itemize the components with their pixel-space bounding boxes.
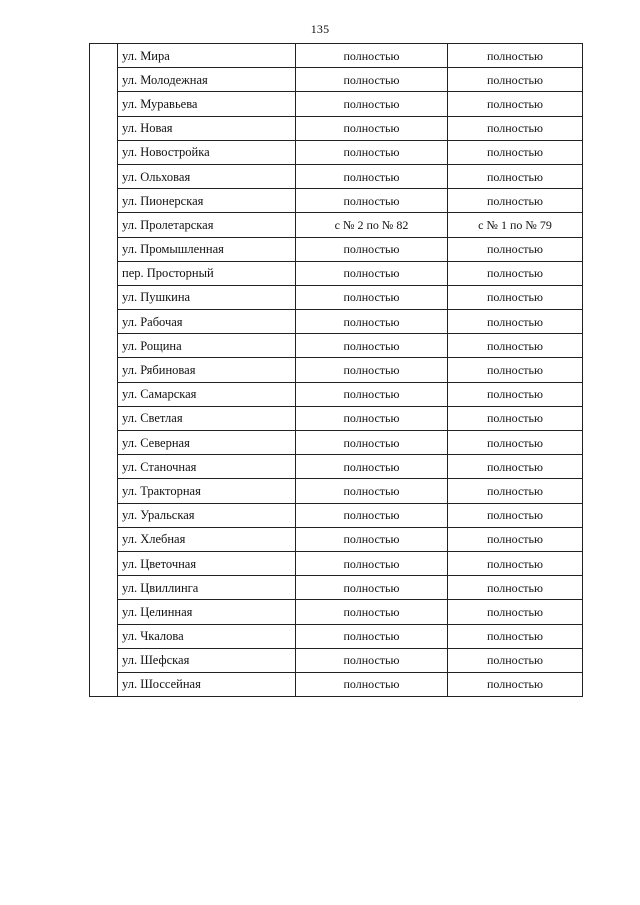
table-row [90, 213, 583, 237]
even-houses-cell: с № 2 по № 82 [296, 213, 448, 237]
odd-houses-cell: полностью [448, 576, 583, 600]
even-houses-cell: полностью [296, 261, 448, 285]
table-row [90, 382, 583, 406]
odd-houses-cell: полностью [448, 68, 583, 92]
odd-houses-cell: полностью [448, 310, 583, 334]
table-row [90, 164, 583, 188]
street-name-cell: ул. Муравьева [118, 92, 296, 116]
street-name-cell: ул. Станочная [118, 455, 296, 479]
streets-table-body [90, 44, 583, 697]
even-houses-cell: полностью [296, 576, 448, 600]
street-name-cell: ул. Мира [118, 44, 296, 68]
street-name-cell: ул. Самарская [118, 382, 296, 406]
table-row [90, 406, 583, 430]
table-row [90, 479, 583, 503]
odd-houses-cell: полностью [448, 140, 583, 164]
street-name-cell: ул. Шоссейная [118, 672, 296, 696]
odd-houses-cell: полностью [448, 551, 583, 575]
table-row [90, 237, 583, 261]
street-name-cell: ул. Рабочая [118, 310, 296, 334]
table-row [90, 334, 583, 358]
street-name-cell: ул. Новостройка [118, 140, 296, 164]
streets-table [89, 43, 583, 697]
even-houses-cell: полностью [296, 237, 448, 261]
even-houses-cell: полностью [296, 382, 448, 406]
even-houses-cell: полностью [296, 406, 448, 430]
even-houses-cell: полностью [296, 672, 448, 696]
even-houses-cell: полностью [296, 44, 448, 68]
odd-houses-cell: полностью [448, 92, 583, 116]
odd-houses-cell: полностью [448, 261, 583, 285]
table-row [90, 672, 583, 696]
odd-houses-cell: полностью [448, 503, 583, 527]
odd-houses-cell: полностью [448, 648, 583, 672]
street-name-cell: ул. Промышленная [118, 237, 296, 261]
street-name-cell: ул. Светлая [118, 406, 296, 430]
odd-houses-cell: полностью [448, 44, 583, 68]
even-houses-cell: полностью [296, 527, 448, 551]
even-houses-cell: полностью [296, 310, 448, 334]
table-row [90, 503, 583, 527]
odd-houses-cell: полностью [448, 382, 583, 406]
odd-houses-cell: полностью [448, 527, 583, 551]
odd-houses-cell: полностью [448, 406, 583, 430]
street-name-cell: ул. Шефская [118, 648, 296, 672]
even-houses-cell: полностью [296, 551, 448, 575]
street-name-cell: ул. Цветочная [118, 551, 296, 575]
odd-houses-cell: полностью [448, 285, 583, 309]
even-houses-cell: полностью [296, 455, 448, 479]
street-name-cell: ул. Пушкина [118, 285, 296, 309]
street-name-cell: пер. Просторный [118, 261, 296, 285]
even-houses-cell: полностью [296, 92, 448, 116]
odd-houses-cell: полностью [448, 624, 583, 648]
odd-houses-cell: полностью [448, 116, 583, 140]
table-row [90, 92, 583, 116]
odd-houses-cell: полностью [448, 334, 583, 358]
even-houses-cell: полностью [296, 358, 448, 382]
odd-houses-cell: полностью [448, 479, 583, 503]
table-row [90, 527, 583, 551]
table-row [90, 431, 583, 455]
even-houses-cell: полностью [296, 140, 448, 164]
odd-houses-cell: полностью [448, 672, 583, 696]
street-name-cell: ул. Хлебная [118, 527, 296, 551]
table-row [90, 261, 583, 285]
street-name-cell: ул. Цвиллинга [118, 576, 296, 600]
table-row [90, 551, 583, 575]
page-number: 135 [310, 22, 330, 36]
street-name-cell: ул. Уральская [118, 503, 296, 527]
table-row [90, 44, 583, 68]
table-row [90, 140, 583, 164]
table-row [90, 310, 583, 334]
street-name-cell: ул. Новая [118, 116, 296, 140]
street-name-cell: ул. Молодежная [118, 68, 296, 92]
odd-houses-cell: полностью [448, 237, 583, 261]
street-name-cell: ул. Северная [118, 431, 296, 455]
street-name-cell: ул. Чкалова [118, 624, 296, 648]
even-houses-cell: полностью [296, 189, 448, 213]
even-houses-cell: полностью [296, 648, 448, 672]
street-name-cell: ул. Тракторная [118, 479, 296, 503]
even-houses-cell: полностью [296, 334, 448, 358]
even-houses-cell: полностью [296, 285, 448, 309]
even-houses-cell: полностью [296, 600, 448, 624]
odd-houses-cell: с № 1 по № 79 [448, 213, 583, 237]
even-houses-cell: полностью [296, 503, 448, 527]
table-row [90, 68, 583, 92]
odd-houses-cell: полностью [448, 431, 583, 455]
table-row [90, 285, 583, 309]
even-houses-cell: полностью [296, 116, 448, 140]
even-houses-cell: полностью [296, 68, 448, 92]
street-name-cell: ул. Рощина [118, 334, 296, 358]
odd-houses-cell: полностью [448, 600, 583, 624]
table-row [90, 624, 583, 648]
even-houses-cell: полностью [296, 624, 448, 648]
table-row [90, 455, 583, 479]
street-name-cell: ул. Пролетарская [118, 213, 296, 237]
even-houses-cell: полностью [296, 164, 448, 188]
even-houses-cell: полностью [296, 479, 448, 503]
odd-houses-cell: полностью [448, 358, 583, 382]
table-row [90, 648, 583, 672]
table-row [90, 576, 583, 600]
odd-houses-cell: полностью [448, 189, 583, 213]
street-name-cell: ул. Рябиновая [118, 358, 296, 382]
table-row [90, 189, 583, 213]
even-houses-cell: полностью [296, 431, 448, 455]
table-row [90, 116, 583, 140]
number-cell [90, 44, 118, 697]
street-name-cell: ул. Целинная [118, 600, 296, 624]
street-name-cell: ул. Пионерская [118, 189, 296, 213]
odd-houses-cell: полностью [448, 455, 583, 479]
street-name-cell: ул. Ольховая [118, 164, 296, 188]
odd-houses-cell: полностью [448, 164, 583, 188]
table-row [90, 600, 583, 624]
table-row [90, 358, 583, 382]
